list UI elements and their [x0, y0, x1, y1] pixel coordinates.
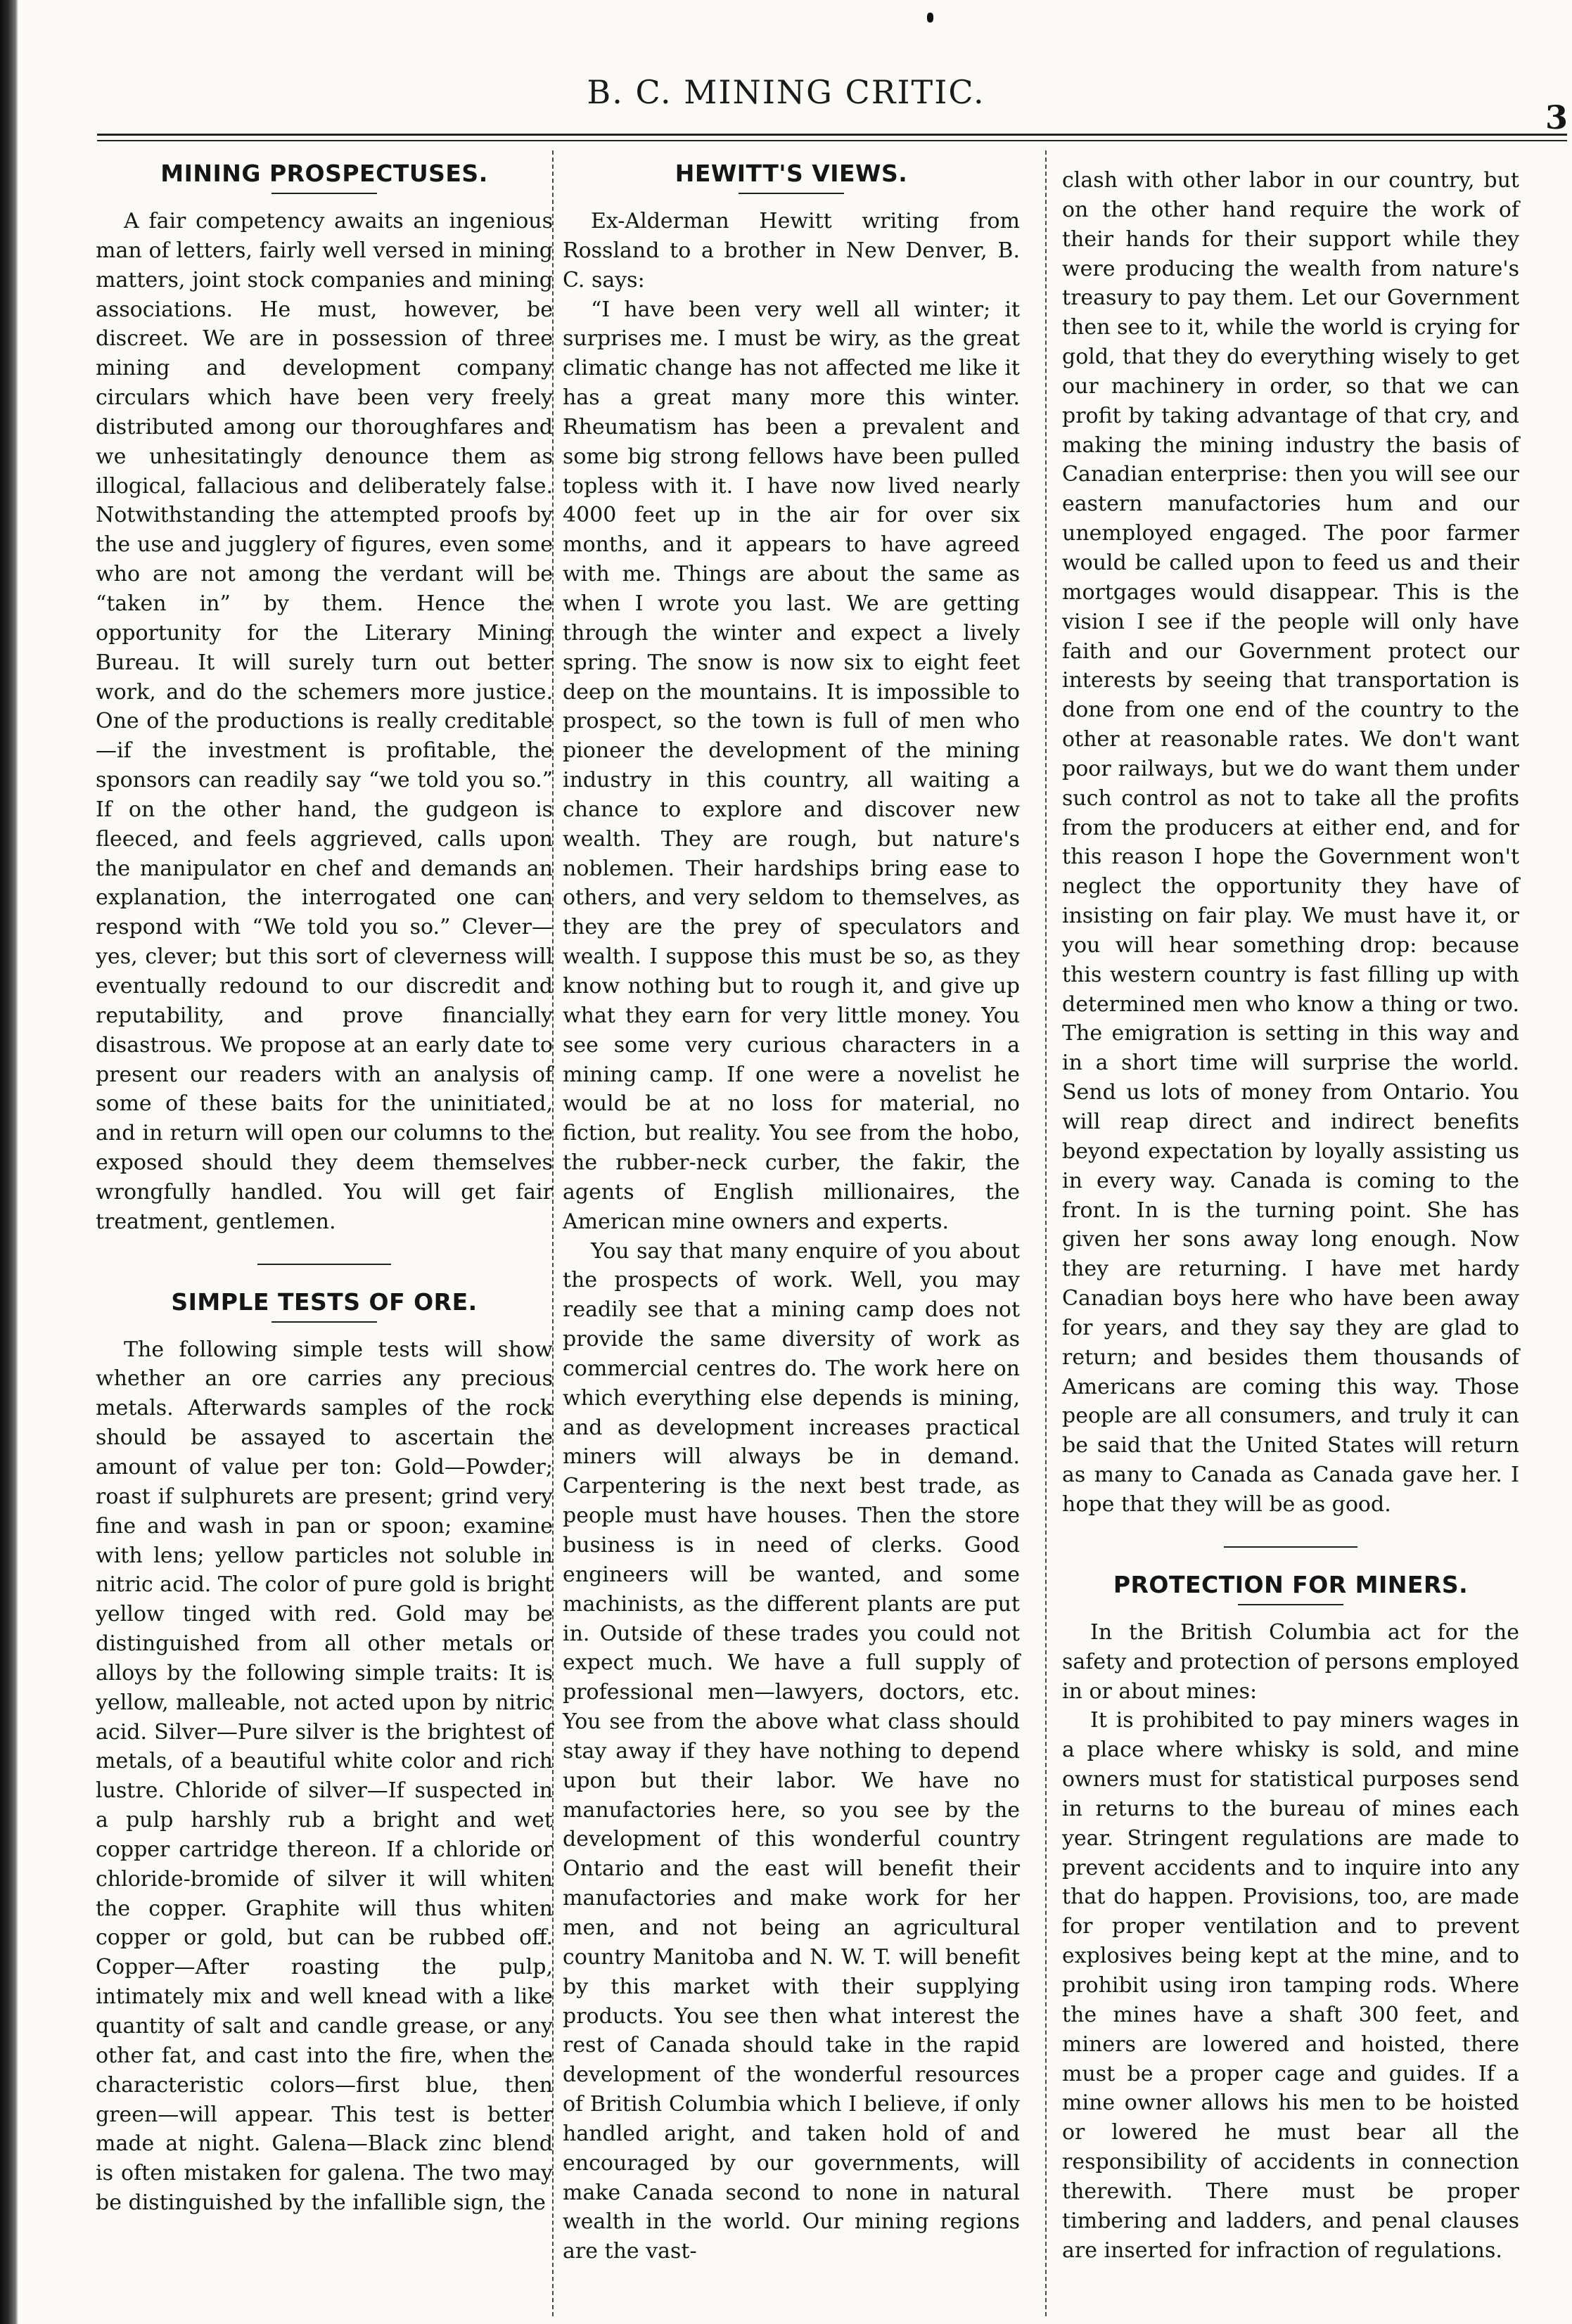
article-paragraph: In the British Columbia act for the safety and protection of persons employed in or about mines: [1062, 1619, 1519, 1704]
article-paragraph: A fair competency awaits an ingenious man of letters, fairly well versed in mining matters, joint stock companies and mining associations. He must, however, be discreet. We are in possession of three mining and development company circulars which have been very freely distributed among our thoroughfares and we unhesitatingly denounce them as illogical, fallacious and deliberately false. Notwithstanding the attempted proofs by the use and jugglery of figures, even some who are not among the verdant will be “taken in” by them. Hence the opportunity for the Literary Mining Bureau. It will surely turn out better work, and do the schemers more justice. One of the productions is really creditable—if the investment is profitable, the sponsors can readily say “we told you so.” If on the other hand, the gudgeon is fleeced, and feels aggrieved, calls upon the manipulator en chef and demands an explanation, the interrogated one can respond with “We told you so.” Clever—yes, clever; but this sort of cleverness will eventually redound to our discredit and reputability, and prove financially disastrous. We propose at an early date to present our readers with an analysis of some of these baits for the uninitiated, and in return will open our columns to the exposed should they deem themselves wrongfully handled. You will get fair treatment, gentlemen. [96, 209, 553, 1234]
article-paragraph: “I have been very well all winter; it surprises me. I must be wiry, as the great climatic change has not affected me like it has a great many more this winter. Rheumatism has been a prevalent and some big strong fellows have been pulled topless with it. I have now lived nearly 4000 feet up in the air for over six months, and it appears to have agreed with me. Things are about the same as when I wrote you last. We are getting through the winter and expect a lively spring. The snow is now six to eight feet deep on the mountains. It is impossible to prospect, so the town is full of men who pioneer the development of the mining industry in this country, all waiting a chance to explore and discover new wealth. They are rough, but nature's noblemen. Their hardships bring ease to others, and very seldom to themselves, as they are the prey of speculators and wealth. I suppose this must be so, as they know nothing but to rough it, and give up what they earn for very little money. You see some very curious characters in a mining camp. If one were a novelist he would be at no loss for material, no fiction, but reality. You see from the hobo, the rubber-neck curber, the fakir, the agents of English millionaires, the American mine owners and experts. [563, 297, 1020, 1234]
article-separator [257, 1264, 391, 1265]
article-heading-hewitts-views: HEWITT'S VIEWS. [675, 160, 908, 187]
article-heading-protection-for-miners: PROTECTION FOR MINERS. [1113, 1570, 1469, 1598]
heading-rule [739, 193, 844, 194]
column-2 [563, 148, 1020, 2266]
scan-edge [0, 0, 18, 2324]
article-paragraph-continued: clash with other labor in our country, but on the other hand require the work of their hands for their support while they were producing the wealth from nature's treasury to pay them. Let our Government then see to it, while the world is crying for gold, that they do everything wisely to get our machinery in order, so that we can profit by taking advantage of that cry, and making the mining industry the basis of Canadian enterprise: then you will see our eastern manufactories hum and our unemployed engaged. The poor farmer would be called upon to feed us and their mortgages would disappear. This is the vision I see if the people will only have faith and our Government protect our interests by seeing that transportation is done from one end of the country to the other at reasonable rates. We don't want poor railways, but we do want them under such control as not to take all the profits from the producers at either end, and for this reason I hope the Government won't neglect the opportunity they have of insisting on fair play. We must have it, or you will hear something drop: because this western country is fast filling up with determined men who know a thing or two. The emigration is setting in this way and in a short time will surprise the world. Send us lots of money from Ontario. You will reap direct and indirect benefits beyond expectation by loyally assisting us in every way. Canada is coming to the front. In is the turning point. She has given her sons away long enough. Now they are returning. I have met hardy Canadian boys here who have been away for years, and they say they are glad to return; and besides them thousands of Americans are coming this way. Those people are all consumers, and truly it can be said that the United States will return as many to Canada as Canada gave her. I hope that they will be as good. [1062, 168, 1519, 1517]
article-paragraph: You say that many enquire of you about the prospects of work. Well, you may readily see that a mining camp does not provide the same diversity of work as commercial centres do. The work here on which everything else depends is mining, and as development increases practical miners will always be in demand. Carpentering is the next best trade, as people must have houses. Then the store business is in need of clerks. Good engineers will be wanted, and some machinists, as the different plants are put in. Outside of these trades you could not expect much. We have a full supply of professional men—lawyers, doctors, etc. You see from the above what class should stay away if they have nothing to depend upon but their labor. We have no manufactories here, so you see by the development of this wonderful country Ontario and the east will benefit their manufactories and make work for her men, and not being an agricultural country Manitoba and N. W. T. will benefit by this market with their supplying products. You see then what interest the rest of Canada should take in the rapid development of the wonderful resources of British Columbia which I believe, if only handled aright, and taken hold of and encouraged by our governments, will make Canada second to none in natural wealth in the world. Our mining regions are the vast- [563, 1238, 1020, 2264]
article-paragraph: The following simple tests will show whether an ore carries any precious metals. Afterwards samples of the rock should be assayed to ascertain the amount of value per ton: Gold—Powder; roast if sulphurets are present; grind very fine and wash in pan or spoon; examine with lens; yellow particles not soluble in nitric acid. The color of pure gold is bright yellow tinged with red. Gold may be distinguished from all other metals or alloys by the following simple traits: It is yellow, malleable, not acted upon by nitric acid. Silver—Pure silver is the brightest of metals, of a beautiful white color and rich lustre. Chloride of silver—If suspected in a pulp harshly rub a bright and wet copper cartridge thereon. If a chloride or chloride-bromide of silver it will whiten the copper. Graphite will thus whiten copper or gold, but can be rubbed off. Copper—After roasting the pulp, intimately mix and well knead with a like quantity of salt and candle grease, or any other fat, and cast into the fire, when the characteristic colors—first blue, then green—will appear. This test is better made at night. Galena—Black zinc blend is often mistaken for galena. The two may be distinguished by the infallible sign, the [96, 1337, 553, 2216]
article-heading-simple-tests-of-ore: SIMPLE TESTS OF ORE. [171, 1288, 478, 1316]
article-paragraph: It is prohibited to pay miners wages in a place where whisky is sold, and mine owners must for statistical purposes send in returns to the bureau of mines each year. Stringent regulations are made to prevent accidents and to inquire into any that do happen. Provisions, too, are made for proper ventilation and to prevent explosives being kept at the mine, and to prohibit using iron tamping rods. Where the mines have a shaft 300 feet, and miners are lowered and hoisted, there must be a proper cage and guides. If a mine owner allows his men to be hoisted or lowered he must bear all the responsibility of accidents in connection therewith. There must be proper timbering and ladders, and penal clauses are inserted for infraction of regulations. [1062, 1708, 1519, 2263]
heading-rule [1238, 1604, 1343, 1605]
print-speck [927, 13, 933, 23]
column-3 [1062, 166, 1519, 2265]
article-separator [1224, 1546, 1357, 1548]
article-paragraph: Ex-Alderman Hewitt writing from Rossland to a brother in New Denver, B. C. says: [563, 209, 1020, 293]
heading-rule [271, 1321, 377, 1323]
column-1 [96, 148, 553, 2218]
masthead: B. C. MINING CRITIC. [587, 73, 985, 111]
column-divider [1045, 150, 1047, 2316]
page-number: 3 [1545, 98, 1568, 136]
article-heading-mining-prospectuses: MINING PROSPECTUSES. [160, 160, 488, 187]
heading-rule [271, 193, 377, 194]
masthead-rule [97, 134, 1567, 141]
